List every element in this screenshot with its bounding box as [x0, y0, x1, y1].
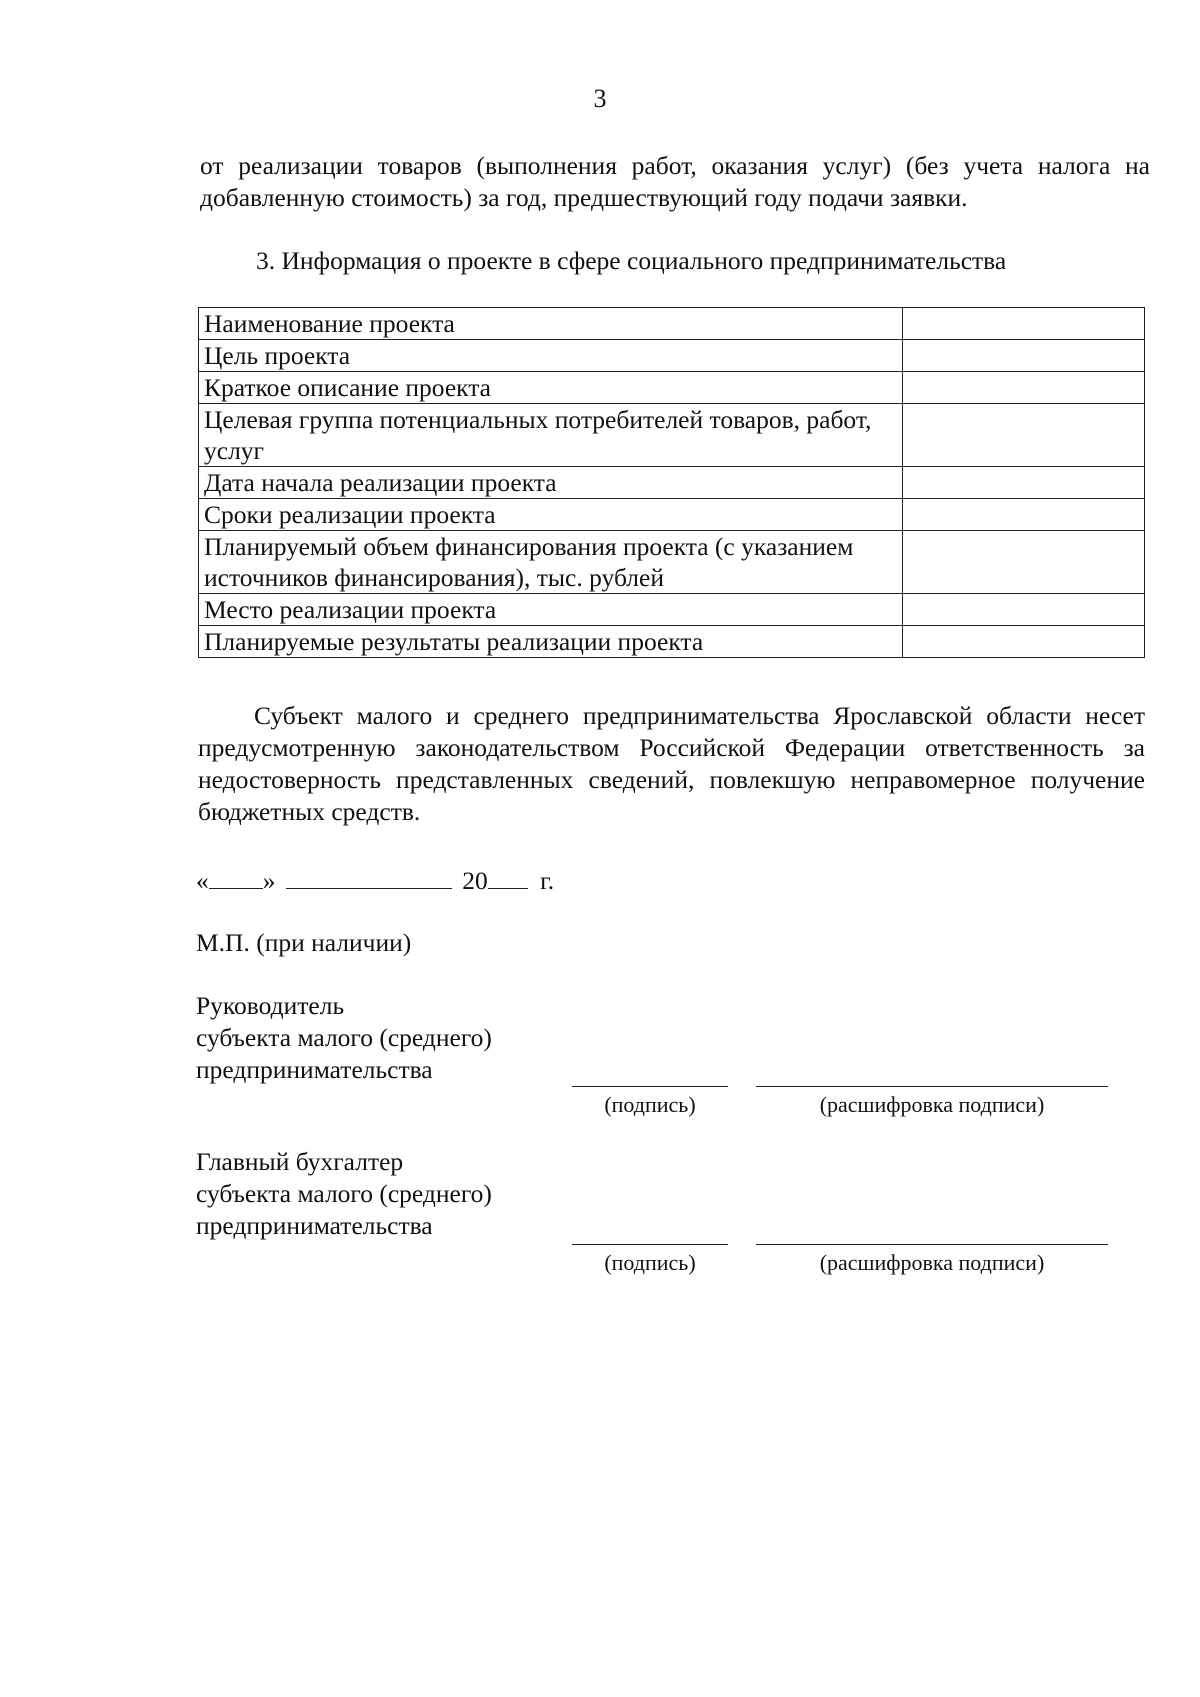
table-row [199, 308, 1145, 340]
decoding-caption: (расшифровка подписи) [819, 1092, 1045, 1117]
director-signature-line[interactable] [572, 1086, 728, 1087]
row-label: Место реализации проекта [199, 594, 903, 626]
chief-accountant-title [196, 1146, 492, 1242]
table-row [199, 467, 1145, 499]
row-value-cell[interactable] [902, 626, 1144, 658]
title-line: субъекта малого (среднего) [196, 1023, 492, 1052]
director-decoding-line[interactable] [756, 1086, 1108, 1087]
close-quote: » [262, 866, 276, 895]
row-label: Сроки реализации проекта [199, 499, 903, 531]
table-row [199, 340, 1145, 372]
date-line [196, 864, 554, 896]
page-number: 3 [593, 84, 607, 113]
table-row [199, 626, 1145, 658]
intro-paragraph: от реализации товаров (выполнения работ, оказания услуг) (без учета налога на добавленную стоимость) за год, предшествующий году подачи заявки. [200, 151, 1150, 212]
row-label: Целевая группа потенциальных потребителей товаров, работ, услуг [199, 404, 903, 467]
table-row [199, 499, 1145, 531]
director-title [196, 990, 492, 1086]
title-line: Руководитель [196, 991, 345, 1020]
row-value-cell[interactable] [902, 308, 1144, 340]
row-value-cell[interactable] [902, 594, 1144, 626]
row-label: Наименование проекта [199, 308, 903, 340]
accountant-decoding-line[interactable] [756, 1244, 1108, 1245]
row-label: Планируемый объем финансирования проекта (с указанием источников финансирования), тыс. рублей [199, 531, 903, 594]
liability-paragraph: Субъект малого и среднего предпринимательства Ярославской области несет предусмотренную законодательством Российской Федерации ответственность за недостоверность представленных сведений, повлекшую неправомерное получение бюджетных средств. [198, 701, 1145, 826]
year-blank[interactable] [488, 864, 528, 889]
row-label: Дата начала реализации проекта [199, 467, 903, 499]
stamp-note: М.П. (при наличии) [196, 928, 412, 957]
row-value-cell[interactable] [902, 499, 1144, 531]
year-prefix: 20 [462, 866, 488, 895]
day-blank[interactable] [209, 864, 263, 889]
title-line: субъекта малого (среднего) [196, 1179, 492, 1208]
section-heading: 3. Информация о проекте в сфере социального предпринимательства [256, 246, 1007, 275]
month-blank[interactable] [286, 864, 452, 889]
row-value-cell[interactable] [902, 340, 1144, 372]
signature-caption: (подпись) [604, 1092, 696, 1117]
row-value-cell[interactable] [902, 372, 1144, 404]
row-label: Цель проекта [199, 340, 903, 372]
accountant-signature-line[interactable] [572, 1244, 728, 1245]
row-label: Краткое описание проекта [199, 372, 903, 404]
open-quote: « [196, 866, 209, 895]
row-value-cell[interactable] [902, 404, 1144, 467]
row-label: Планируемые результаты реализации проекта [199, 626, 903, 658]
decoding-caption: (расшифровка подписи) [819, 1250, 1045, 1275]
title-line: Главный бухгалтер [196, 1147, 404, 1176]
signature-caption: (подпись) [604, 1250, 696, 1275]
year-suffix: г. [540, 866, 555, 895]
table-row [199, 404, 1145, 467]
title-line: предпринимательства [196, 1055, 433, 1084]
table-row [199, 372, 1145, 404]
project-info-table [198, 307, 1145, 658]
row-value-cell[interactable] [902, 467, 1144, 499]
title-line: предпринимательства [196, 1211, 433, 1240]
row-value-cell[interactable] [902, 531, 1144, 594]
table-row [199, 594, 1145, 626]
table-row [199, 531, 1145, 594]
